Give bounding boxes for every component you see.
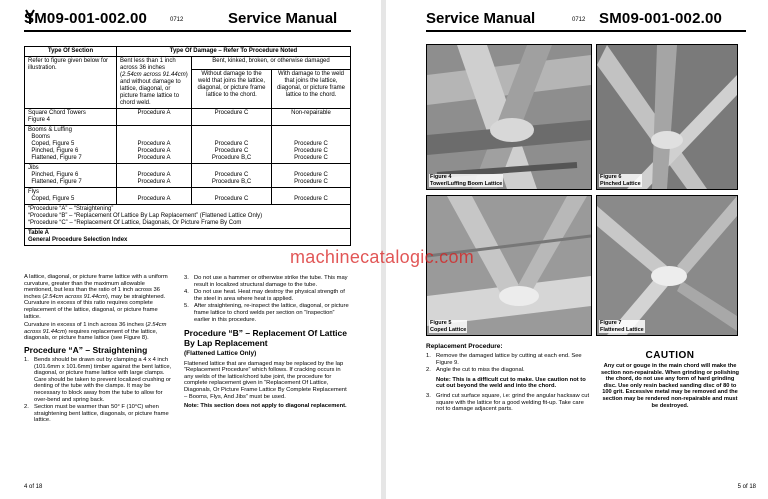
list-item: 1. Remove the damaged lattice by cutting at each end. See Figure 9.	[426, 353, 582, 366]
list-item: 2. Section must be warmer than 50° F (10°C) when straightening bent lattice, diagonals, or picture frame lattice.	[24, 404, 169, 424]
table-cell: Flys Coped, Figure 5	[25, 188, 117, 205]
procedure-table	[24, 46, 351, 246]
table-cell: Procedure C	[192, 188, 272, 205]
table-bent-note: Bent less than 1 inch across 36 inches (2.54cm across 91.44cm) and without damage to lattice, diagonal, or picture frame lattice to chord weld.	[117, 57, 192, 109]
doc-number-right: SM09-001-002.00	[599, 10, 723, 27]
table-cell: Procedure A	[117, 188, 192, 205]
table-cell: Procedure A Procedure A	[117, 164, 192, 188]
table-with: With damage to the weld that joins the lattice, diagonal, or picture frame lattice to the chord.	[272, 69, 351, 108]
doc-number: SM09-001-002.00	[24, 10, 148, 27]
replacement-item-3: 3. Grind cut surface square, i.e: grind the angular hacksaw cut square with the lattice for a good welding fit-up. Take care not to damage adjacent parts.	[426, 392, 590, 413]
list-item: 2. Angle the cut to miss the diagonal.	[426, 367, 525, 374]
table-refer-note: Refer to figure given below for illustration.	[25, 57, 117, 109]
tower-lattice-image	[427, 45, 591, 189]
procedure-b-heading: Procedure “B” – Replacement Of Lattice By Lap Replacement	[184, 328, 347, 349]
figure-7-caption: Figure 7 Flattened Lattice	[600, 320, 644, 333]
procedure-b-subheading: (Flattened Lattice Only)	[184, 350, 257, 358]
figure-6-caption: Figure 6 Pinched Lattice	[600, 174, 641, 187]
table-cell: Square Chord Towers Figure 4	[25, 109, 117, 126]
replacement-heading: Replacement Procedure:	[426, 343, 503, 350]
table-cell: Procedure C Procedure C Procedure B,C	[192, 126, 272, 164]
table-cell: Jibs Pinched, Figure 6 Flattened, Figure 7	[25, 164, 117, 188]
figure-4-photo	[426, 44, 592, 190]
table-row	[25, 164, 351, 188]
table-cell: Procedure C Procedure B,C	[192, 164, 272, 188]
replacement-note: Note: This is a difficult cut to make. Use caution not to cut out beyond the weld and into the chord.	[436, 376, 586, 390]
table-row	[25, 126, 351, 164]
caution-body: Any cut or gouge in the main chord will make the section non-repairable. When grinding or polishing the chord, do not use any form of hard grinding disc. Use only resin backed sanding disc of 80 to 100 grit. Excessive metal may be removed and the section may be rendered non-repairable and must be destroyed.	[600, 363, 740, 409]
curvature-paragraph: Curvature in excess of 1 inch across 36 inches (2.54cm across 91.44cm) requires replacement of the lattice, diagonals, or picture frame lattice (see Figure 8).	[24, 322, 167, 342]
table-header-damage: Type Of Damage – Refer To Procedure Noted	[117, 47, 351, 57]
list-item: 3. Do not use a hammer or otherwise strike the tube. This may result in localized structural damage to the tube.	[184, 275, 348, 288]
table-cell: Non-repairable	[272, 109, 351, 126]
table-header-type: Type Of Section	[25, 47, 117, 57]
procedure-a-heading: Procedure “A” – Straightening	[24, 344, 148, 355]
page-title-right: Service Manual	[426, 10, 536, 27]
header-rule	[24, 30, 351, 32]
list-item: 1. Bends should be drawn out by clamping a 4 x 4 inch (101.6mm x 101.6mm) timber against the bent lattice, diagonal, or picture frame lattice with large clamps. Care should be taken to prevent localized crushing or denting of the tube with the clamps. It may be necessary to block away from the tube to allow for over-bend and spring back.	[24, 356, 172, 403]
pinched-lattice-image	[597, 45, 737, 189]
table-row	[25, 188, 351, 205]
procedure-b-note: Note: This section does not apply to diagonal replacement.	[184, 403, 347, 410]
header-rule-right	[426, 30, 746, 32]
table-without: Without damage to the weld that joins the lattice, diagonal, or picture frame lattice to the chord.	[192, 69, 272, 108]
table-cell: Booms & Luffing Booms Coped, Figure 5 Pinched, Figure 6 Flattened, Figure 7	[25, 126, 117, 164]
table-row	[25, 109, 351, 126]
watermark-text: machinecatalogic.com	[290, 247, 475, 267]
table-caption: Table A General Procedure Selection Index	[25, 229, 351, 246]
figure-7-photo	[596, 195, 738, 336]
table-legend: “Procedure “A” – “Straightening” “Procedure “B” – “Replacement Of Lattice By Lap Replacement” (Flattened Lattice Only) “Procedure “C” – “Replacement Of Lattice, Diagonals, Or Picture Frame By Com	[25, 205, 351, 229]
caution-box	[600, 350, 740, 409]
table-cell: Procedure A	[117, 109, 192, 126]
list-item: 5. After straightening, re-inspect the lattice, diagonal, or picture frame lattice to chord welds per section on “Inspection” earlier in this procedure.	[184, 303, 349, 323]
replacement-list	[426, 353, 591, 374]
procedure-a-list-continued	[184, 275, 351, 323]
table-bkod: Bent, kinked, broken, or otherwise damaged	[192, 57, 351, 70]
right-column	[184, 274, 351, 410]
figure-4-caption: Figure 4 Tower/Luffing Boom Lattice	[430, 174, 503, 187]
table-cell: Procedure A Procedure A Procedure A	[117, 126, 192, 164]
list-item: 4. Do not use heat. Heat may destroy the physical strength of the steel in area where heat is applied.	[184, 289, 345, 302]
flattened-lattice-image	[597, 196, 737, 335]
table-cell: Procedure C Procedure C	[272, 164, 351, 188]
table-cell: Procedure C Procedure C Procedure C	[272, 126, 351, 164]
page-number-left: 4 of 18	[24, 484, 43, 490]
table-body	[25, 109, 351, 205]
procedure-b-paragraph: Flattened lattice that are damaged may be replaced by the lap “Replacement Procedure” which follows. If cracking occurs in any welds of the lattice/chord tube joint, the procedure for complete replacement given in “Replacement Of Lattice, Diagonals, Or Picture Frame Lattice By Complete Replacement – Booms, Flys, And Jibs” must be used.	[184, 360, 347, 400]
caution-title: CAUTION	[645, 350, 695, 361]
left-column	[24, 274, 174, 424]
revision-right: 0712	[572, 17, 586, 23]
procedure-a-list	[24, 357, 174, 424]
page-title: Service Manual	[228, 10, 338, 27]
replacement-procedure	[426, 343, 591, 413]
intro-paragraph: A lattice, diagonal, or picture frame lattice with a uniform curvature, greater than the maximum allowable mentioned, but less than the ratio of 1 inch across 36 inches (2.54cm across 91.44cm), may be straightened. Curvature in excess of this ratio requires complete replacement of the lattice, diagonal, or picture frame lattice.	[24, 274, 168, 320]
table-cell: Procedure C	[272, 188, 351, 205]
figure-6-photo	[596, 44, 738, 190]
revision: 0712	[170, 17, 184, 23]
figure-5-caption: Figure 5 Coped Lattice	[430, 320, 467, 333]
table-cell: Procedure C	[192, 109, 272, 126]
page-number-right: 5 of 18	[737, 484, 756, 490]
